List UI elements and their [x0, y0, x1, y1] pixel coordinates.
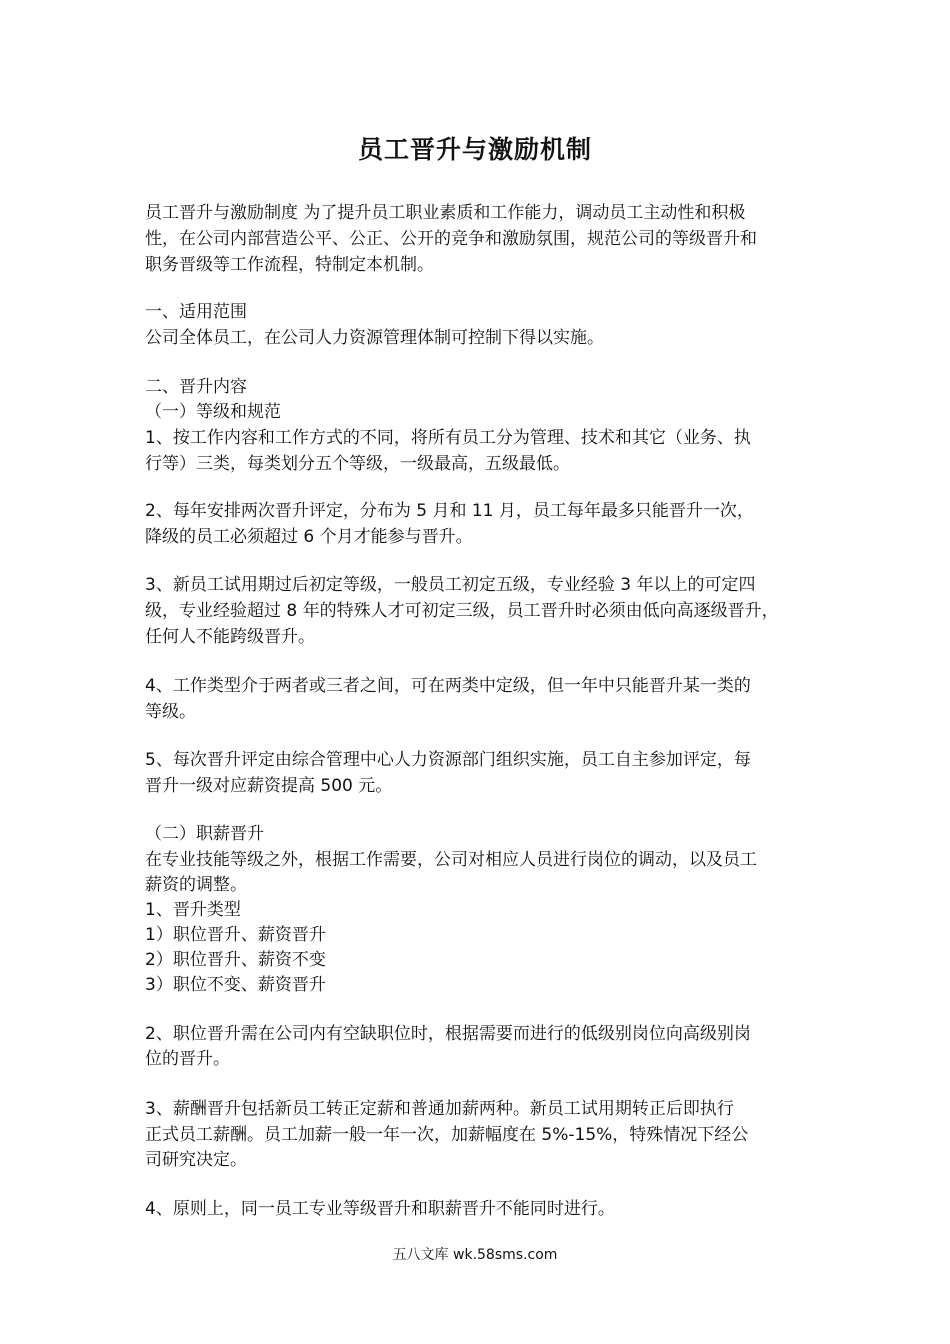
list-item: 3）职位不变、薪资晋升: [145, 975, 326, 995]
list-item: 1）职位晋升、薪资晋升: [145, 925, 326, 945]
paragraph-line: 1、按工作内容和工作方式的不同，将所有员工分为管理、技术和其它（业务、执: [145, 428, 751, 448]
paragraph-line: 4、原则上，同一员工专业等级晋升和职薪晋升不能同时进行。: [145, 1199, 615, 1219]
section-heading-scope: 一、适用范围: [145, 302, 247, 322]
paragraph-line: 在专业技能等级之外，根据工作需要，公司对相应人员进行岗位的调动，以及员工: [145, 850, 757, 870]
section-body-scope: 公司全体员工，在公司人力资源管理体制可控制下得以实施。: [145, 328, 604, 348]
paragraph-line: 3、薪酬晋升包括新员工转正定薪和普通加薪两种。新员工试用期转正后即执行: [145, 1099, 734, 1119]
list-heading: 1、晋升类型: [145, 900, 241, 920]
subsection-heading-salary: （二）职薪晋升: [145, 824, 264, 844]
paragraph-line: 位的晋升。: [145, 1049, 230, 1069]
paragraph-line: 正式员工薪酬。员工加薪一般一年一次，加薪幅度在 5%-15%，特殊情况下经公: [145, 1125, 749, 1145]
paragraph-line: 薪资的调整。: [145, 875, 247, 895]
subsection-heading-levels: （一）等级和规范: [145, 402, 281, 422]
paragraph-line: 任何人不能跨级晋升。: [145, 627, 315, 647]
section-heading-content: 二、晋升内容: [145, 377, 247, 397]
paragraph-line: 晋升一级对应薪资提高 500 元。: [145, 776, 393, 796]
paragraph-line: 2、每年安排两次晋升评定，分布为 5 月和 11 月，员工每年最多只能晋升一次，: [145, 501, 754, 521]
paragraph-line: 3、新员工试用期过后初定等级，一般员工初定五级，专业经验 3 年以上的可定四: [145, 575, 756, 595]
list-item: 2）职位晋升、薪资不变: [145, 950, 326, 970]
intro-line: 员工晋升与激励制度 为了提升员工职业素质和工作能力，调动员工主动性和积极: [145, 203, 746, 223]
paragraph-line: 2、职位晋升需在公司内有空缺职位时，根据需要而进行的低级别岗位向高级别岗: [145, 1024, 751, 1044]
paragraph-line: 司研究决定。: [145, 1150, 247, 1170]
paragraph-line: 5、每次晋升评定由综合管理中心人力资源部门组织实施，员工自主参加评定，每: [145, 750, 751, 770]
paragraph-line: 4、工作类型介于两者或三者之间，可在两类中定级，但一年中只能晋升某一类的: [145, 676, 751, 696]
footer-watermark: 五八文库 wk.58sms.com: [392, 1247, 558, 1263]
paragraph-line: 行等）三类，每类划分五个等级，一级最高，五级最低。: [145, 454, 570, 474]
paragraph-line: 降级的员工必须超过 6 个月才能参与晋升。: [145, 527, 473, 547]
intro-line: 职务晋级等工作流程，特制定本机制。: [145, 255, 434, 275]
paragraph-line: 等级。: [145, 702, 196, 722]
intro-line: 性，在公司内部营造公平、公正、公开的竞争和激励氛围，规范公司的等级晋升和: [145, 229, 757, 249]
page-title: 员工晋升与激励机制: [357, 135, 592, 164]
paragraph-line: 级，专业经验超过 8 年的特殊人才可初定三级，员工晋升时必须由低向高逐级晋升，: [145, 601, 779, 621]
